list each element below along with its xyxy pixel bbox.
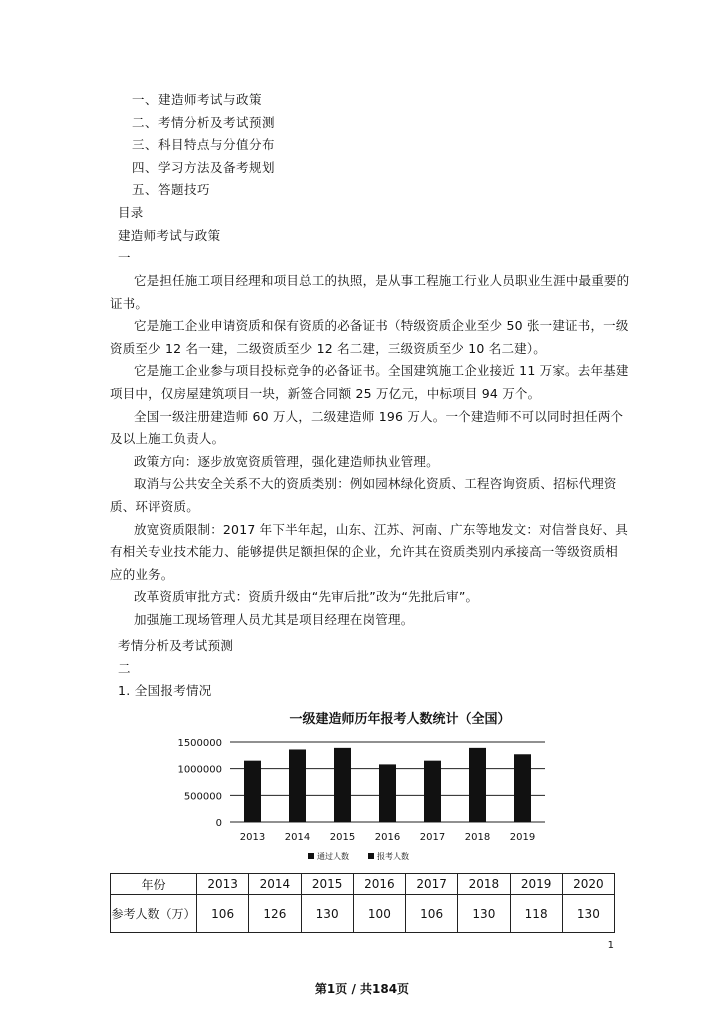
- section1-title: 建造师考试与政策: [118, 228, 221, 243]
- table-value-cell: 130: [562, 895, 614, 933]
- table-value-cell: 126: [249, 895, 301, 933]
- contents-label: 目录: [118, 205, 144, 220]
- toc-item: 五、答题技巧: [132, 182, 211, 198]
- x-tick-label: 2019: [509, 832, 536, 843]
- bar-2015: [334, 748, 351, 822]
- legend-swatch: [308, 853, 314, 859]
- y-tick-label: 500000: [183, 791, 222, 803]
- exam-data-table: [110, 873, 615, 933]
- paragraph: 放宽资质限制：2017 年下半年起，山东、江苏、河南、广东等地发文：对信誉良好、具有相关专业技术能力、能够提供足额担保的企业，允许其在资质类别内承接高一等级资质相应的业务。: [110, 521, 628, 582]
- table-header-label: 年份: [111, 874, 197, 895]
- table-year-cell: 2015: [301, 874, 353, 895]
- chart-legend: [308, 851, 409, 861]
- table-year-cell: 2019: [510, 874, 562, 895]
- legend-label: 报考人数: [377, 852, 409, 861]
- page-footer: 第1页 / 共184页: [314, 982, 410, 996]
- table-year-cell: 2017: [406, 874, 458, 895]
- page-number: 1: [607, 940, 614, 951]
- table-year-cell: 2014: [249, 874, 301, 895]
- table-year-cell: 2018: [458, 874, 510, 895]
- table-row-label: 参考人数（万）: [111, 895, 197, 933]
- paragraph: 改革资质审批方式：资质升级由“先审后批”改为“先批后审”。: [134, 589, 479, 605]
- bar-2018: [469, 748, 486, 822]
- table-value-cell: 118: [510, 895, 562, 933]
- y-tick-label: 0: [215, 818, 222, 829]
- paragraph: 它是施工企业参与项目投标竞争的必备证书。全国建筑施工企业接近 11 万家。去年基建项目中，仅房屋建筑项目一块，新签合同额 25 万亿元，中标项目 94 万个。: [110, 363, 629, 401]
- table-value-cell: 106: [406, 895, 458, 933]
- y-tick-label: 1500000: [177, 738, 222, 749]
- table-value-cell: 100: [353, 895, 405, 933]
- paragraph: 全国一级注册建造师 60 万人，二级建造师 196 万人。一个建造师不可以同时担任两个及以上施工负责人。: [110, 408, 624, 447]
- x-tick-label: 2014: [284, 832, 311, 843]
- toc-list: [132, 89, 275, 202]
- table-year-cell: 2016: [353, 874, 405, 895]
- paragraph: 取消与公共安全关系不大的资质类别：例如园林绿化资质、工程咨询资质、招标代理资质、环评资质。: [110, 476, 617, 514]
- paragraph: 政策方向：逐步放宽资质管理，强化建造师执业管理。: [134, 453, 439, 469]
- section2-subheading: 1. 全国报考情况: [118, 683, 212, 698]
- x-tick-label: 2018: [464, 832, 491, 843]
- table-value-cell: 130: [458, 895, 510, 933]
- x-axis-labels: [240, 832, 535, 843]
- chart-bars: [244, 748, 531, 822]
- y-axis-labels: [177, 738, 222, 829]
- legend-swatch: [368, 853, 374, 859]
- section2-title: 考情分析及考试预测: [118, 638, 234, 653]
- bar-2019: [514, 754, 531, 822]
- paragraph: 它是担任施工项目经理和项目总工的执照，是从事工程施工行业人员职业生涯中最重要的证书。: [110, 273, 630, 311]
- toc-item: 一、建造师考试与政策: [132, 92, 263, 107]
- x-tick-label: 2016: [374, 832, 401, 843]
- table-value-cell: 130: [301, 895, 353, 933]
- paragraph: 加强施工现场管理人员尤其是项目经理在岗管理。: [134, 611, 414, 627]
- bar-2014: [289, 749, 306, 822]
- toc-item: 四、学习方法及备考规划: [132, 159, 276, 175]
- x-tick-label: 2013: [239, 832, 266, 843]
- table-year-cell: 2020: [562, 874, 614, 895]
- section1-body: [110, 270, 630, 632]
- x-tick-label: 2017: [419, 832, 446, 843]
- y-tick-label: 1000000: [177, 764, 222, 776]
- x-tick-label: 2015: [329, 832, 356, 843]
- table-year-cell: 2013: [197, 874, 249, 895]
- legend-label: 通过人数: [317, 852, 349, 861]
- section1-number: 一: [118, 250, 131, 265]
- toc-item: 二、考情分析及考试预测: [132, 114, 276, 130]
- bar-2013: [244, 761, 261, 822]
- bar-2016: [379, 764, 396, 822]
- chart-title: 一级建造师历年报考人数统计（全国）: [289, 712, 511, 727]
- table-value-cell: 106: [197, 895, 249, 933]
- toc-item: 三、科目特点与分值分布: [132, 137, 276, 153]
- paragraph: 它是施工企业申请资质和保有资质的必备证书（特级资质企业至少 50 张一建证书，一级资质至少 12 名一建，二级资质至少 12 名二建，三级资质至少 10 名二建）。: [110, 318, 629, 356]
- bar-2017: [424, 761, 441, 822]
- bar-chart: [160, 728, 580, 868]
- section2-number: 二: [118, 661, 131, 676]
